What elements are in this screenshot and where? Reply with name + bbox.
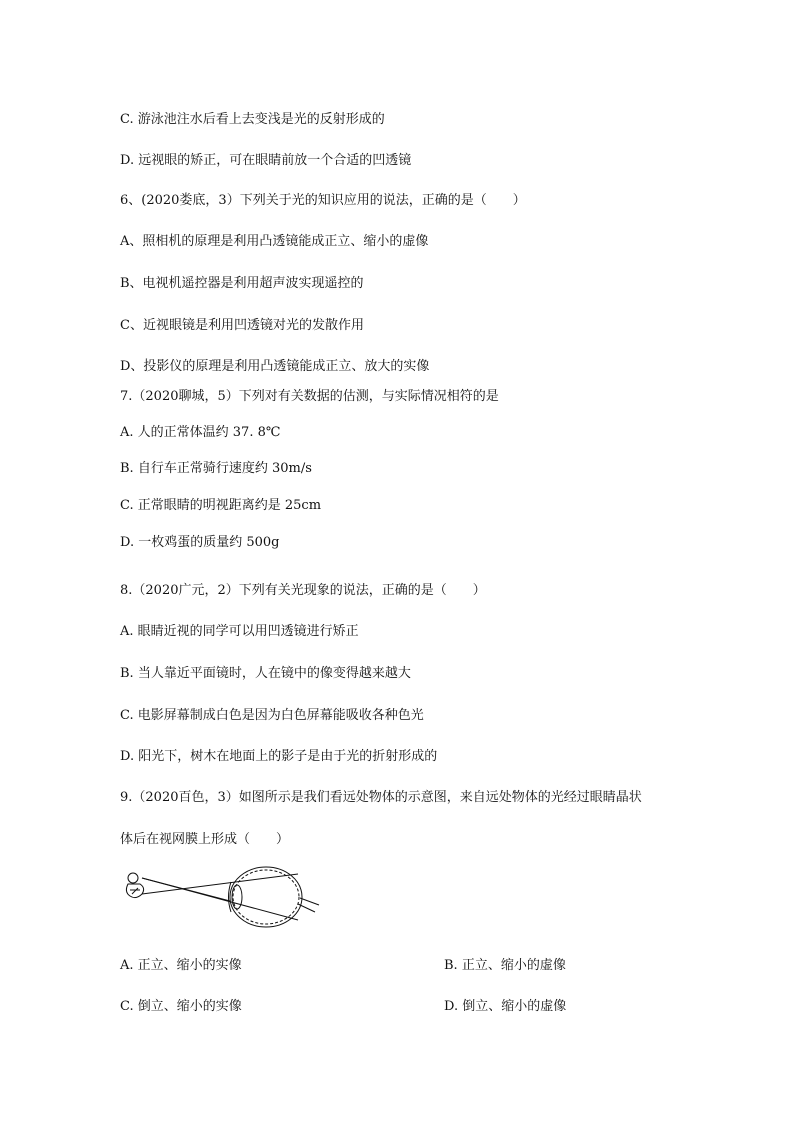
- q7-option-c: C. 正常眼睛的明视距离约是 25cm: [120, 498, 322, 513]
- q7-stem: 7.（2020聊城，5）下列对有关数据的估测，与实际情况相符的是: [120, 389, 499, 404]
- q6-option-a: A、照相机的原理是利用凸透镜能成正立、缩小的虚像: [120, 234, 429, 249]
- q6-option-b: B、电视机遥控器是利用超声波实现遥控的: [120, 276, 364, 291]
- q8-option-a: A. 眼睛近视的同学可以用凹透镜进行矫正: [120, 624, 359, 639]
- q7-option-a: A. 人的正常体温约 37. 8℃: [120, 425, 281, 440]
- q7-option-b: B. 自行车正常骑行速度约 30m/s: [120, 461, 312, 476]
- light-rays: [142, 874, 298, 920]
- q5-option-d: D. 远视眼的矫正，可在眼睛前放一个合适的凹透镜: [120, 153, 412, 168]
- q6-option-c: C、近视眼镜是利用凹透镜对光的发散作用: [120, 318, 364, 333]
- q9-stem-line2: 体后在视网膜上形成（ ）: [120, 832, 290, 847]
- q9-stem-line1: 9.（2020百色，3）如图所示是我们看远处物体的示意图，来自远处物体的光经过眼睛晶状: [120, 790, 642, 805]
- q9-option-a: A. 正立、缩小的实像: [120, 958, 242, 973]
- eyeball: [229, 867, 320, 927]
- q7-option-d: D. 一枚鸡蛋的质量约 500g: [120, 535, 280, 550]
- q5-option-c: C. 游泳池注水后看上去变浅是光的反射形成的: [120, 112, 385, 127]
- q6-stem: 6、(2020娄底，3）下列关于光的知识应用的说法，正确的是（ ）: [120, 193, 526, 208]
- q8-stem: 8.（2020广元，2）下列有关光现象的说法，正确的是（ ）: [120, 583, 486, 598]
- q9-option-c: C. 倒立、缩小的实像: [120, 999, 242, 1014]
- q9-option-b: B. 正立、缩小的虚像: [444, 958, 566, 973]
- q8-option-d: D. 阳光下，树木在地面上的影子是由于光的折射形成的: [120, 749, 438, 764]
- q9-option-d: D. 倒立、缩小的虚像: [444, 999, 567, 1014]
- distant-object-figure: [126, 873, 143, 898]
- q8-option-c: C. 电影屏幕制成白色是因为白色屏幕能吸收各种色光: [120, 708, 424, 723]
- eye-diagram: [120, 864, 325, 934]
- q8-option-b: B. 当人靠近平面镜时，人在镜中的像变得越来越大: [120, 666, 411, 681]
- q6-option-d: D、投影仪的原理是利用凸透镜能成正立、放大的实像: [120, 359, 430, 374]
